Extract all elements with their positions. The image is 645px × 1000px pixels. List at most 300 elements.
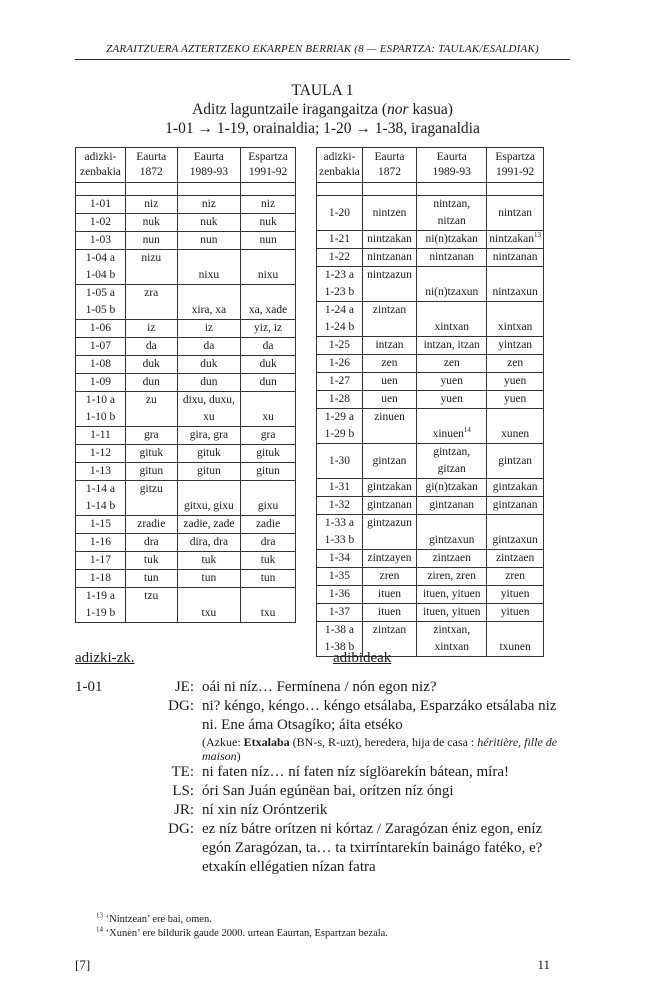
cell-c2 <box>417 391 487 409</box>
cell-c3 <box>487 373 544 391</box>
cell-stack <box>419 302 484 336</box>
table-row <box>76 516 296 534</box>
cell-id <box>76 196 126 214</box>
form-text: nintzen <box>372 206 407 219</box>
cell-c1 <box>362 409 416 444</box>
form-text: gra <box>143 429 159 441</box>
col-header-line: 1989-93 <box>432 166 471 178</box>
cell-c2 <box>177 285 241 320</box>
cell-stack <box>180 392 239 426</box>
cell-id <box>317 409 363 444</box>
cell-c2 <box>417 604 487 622</box>
cell-c1 <box>125 516 177 534</box>
form-text: iz <box>147 322 156 334</box>
cell-id <box>76 481 126 516</box>
form-text: zintzaen <box>432 552 471 564</box>
table-row <box>76 392 296 427</box>
cell-id <box>317 568 363 586</box>
form-text: ni(n)tzaxun <box>425 286 479 298</box>
example-number <box>75 820 150 877</box>
cell-c1 <box>362 568 416 586</box>
form-text: tun <box>143 572 159 584</box>
row-id: 1-22 <box>328 251 350 263</box>
cell-c2 <box>417 249 487 267</box>
col-header-c2 <box>177 148 241 183</box>
col-header-line: 1991-92 <box>495 166 535 178</box>
form-text: ni(n)tzakan <box>425 233 478 245</box>
cell-stack <box>243 588 293 622</box>
row-id-b: 1-05 b <box>85 304 116 316</box>
col-header-line: adizki- <box>84 151 117 163</box>
cell-c1 <box>125 285 177 320</box>
subtitle-text: Aditz laguntzaile iragangaitza ( <box>192 101 388 118</box>
form-value <box>489 284 541 301</box>
cell-c3 <box>241 570 296 588</box>
cell-c2 <box>417 622 487 657</box>
speaker-code: JR: <box>173 802 194 818</box>
form-1872: zra <box>144 287 159 299</box>
form-text: dra <box>143 536 159 548</box>
cell-c1 <box>125 232 177 250</box>
cell-c1 <box>125 196 177 214</box>
form-text: duk <box>259 358 277 370</box>
col-header-line: Eaurta <box>193 151 224 163</box>
table-row <box>76 214 296 232</box>
spacer-cell <box>177 183 241 196</box>
form-text: gra <box>260 429 276 441</box>
form-text: gintzanan <box>492 499 538 511</box>
form-text: zradie <box>137 518 166 530</box>
col-header-line: zenbakia <box>319 166 360 178</box>
cell-c3 <box>241 374 296 392</box>
cell-c2 <box>177 552 241 570</box>
form-text: duk <box>200 358 218 370</box>
form-1872: gintzazun <box>367 517 412 529</box>
row-id: 1-26 <box>328 357 350 369</box>
row-id-a: 1-29 a <box>324 411 354 423</box>
form-text: yituen <box>500 588 530 600</box>
form-text: nixu <box>257 269 279 281</box>
form-text: txu <box>260 607 276 619</box>
row-id: 1-34 <box>328 552 350 564</box>
form-text: dun <box>200 376 218 388</box>
form-text: dira, dra <box>189 536 229 548</box>
table-subtitle <box>0 100 645 119</box>
cell-id <box>76 356 126 374</box>
cell-c3 <box>241 445 296 463</box>
row-id: 1-21 <box>328 233 350 245</box>
row-id: 1-06 <box>89 322 111 334</box>
cell-c3 <box>241 250 296 285</box>
example-number <box>75 763 150 782</box>
cell-stack <box>180 481 239 515</box>
cell-stack <box>128 481 175 515</box>
note-headword: Etxalaba <box>243 735 290 749</box>
verb-table-present <box>75 147 296 623</box>
cell-id <box>76 392 126 427</box>
form-text: nun <box>142 234 160 246</box>
table-row <box>76 196 296 214</box>
footnote-text: ‘Nintzean’ ere bai, omen. <box>105 914 212 925</box>
cell-c1 <box>362 586 416 604</box>
col-header-c1 <box>362 148 416 183</box>
cell-c2 <box>417 196 487 231</box>
example-number <box>75 782 150 801</box>
cell-c1 <box>125 214 177 232</box>
utterance-text <box>202 678 575 697</box>
cell-stack <box>319 409 360 443</box>
form-text: tun <box>260 572 276 584</box>
form-text: zren <box>379 570 400 582</box>
row-id: 1-30 <box>328 454 350 467</box>
cell-c3 <box>241 196 296 214</box>
form-text: ituen, yituen <box>422 588 481 600</box>
col-header-line: 1991-92 <box>248 166 288 178</box>
row-id: 1-17 <box>89 554 111 566</box>
cell-c3 <box>487 391 544 409</box>
table-row <box>76 285 296 320</box>
cell-id <box>76 516 126 534</box>
cell-c2 <box>177 250 241 285</box>
form-value <box>489 639 541 656</box>
form-text: yuen <box>503 393 527 405</box>
cell-c2 <box>417 444 487 479</box>
form-text: ziren, zren <box>427 570 476 582</box>
form-text: nuk <box>142 216 160 228</box>
form-text: nintzan <box>498 206 533 219</box>
cell-c1 <box>362 373 416 391</box>
form-text: gintzan, gitzan <box>433 446 471 475</box>
row-id: 1-28 <box>328 393 350 405</box>
cell-c1 <box>125 463 177 481</box>
row-id-a: 1-10 a <box>85 394 115 406</box>
form-text: da <box>262 340 274 352</box>
section-head-examples: adibideak <box>333 650 392 666</box>
cell-id <box>76 445 126 463</box>
cell-c2 <box>177 374 241 392</box>
utterance-text <box>202 697 575 763</box>
cell-c1 <box>362 267 416 302</box>
table-row <box>317 479 544 497</box>
form-value <box>489 426 541 443</box>
row-id-a: 1-14 a <box>85 483 115 495</box>
table-row <box>317 586 544 604</box>
table-row <box>317 391 544 409</box>
col-header-line: Eaurta <box>136 151 167 163</box>
row-id: 1-15 <box>89 518 111 530</box>
footnotes <box>96 913 388 941</box>
spacer-cell <box>317 183 363 196</box>
row-id: 1-16 <box>89 536 111 548</box>
example-line <box>75 801 575 820</box>
row-id: 1-18 <box>89 572 111 584</box>
form-text: zen <box>443 357 460 369</box>
cell-stack <box>489 302 541 336</box>
form-text: intzan <box>375 339 404 351</box>
row-id-b: 1-23 b <box>324 286 355 298</box>
form-text: yuen <box>503 375 527 387</box>
utterance: oái ni níz… Fermínena / nón egon niz? <box>202 679 437 695</box>
form-value <box>419 532 484 549</box>
cell-id <box>317 444 363 479</box>
cell-stack <box>78 481 123 515</box>
utterance: ez níz bátre orítzen ni kórtaz / Zaragózan éniz egon, eníz egón Zaragózan, ta… ta txirríntarekín bainágo fatéko, e? etxakín ellégatien nízan fatra <box>202 821 543 875</box>
running-head: ZARAITZUERA AZTERTZEKO EKARPEN BERRIAK (8 — ESPARTZA: TAULAK/ESALDIAK) <box>106 43 539 55</box>
cell-stack <box>243 481 293 515</box>
table-title: TAULA 1 <box>291 82 354 99</box>
form-text: zen <box>507 357 524 369</box>
form-value <box>419 284 484 301</box>
form-text: gitun <box>256 465 280 477</box>
cell-stack <box>419 515 484 549</box>
row-id: 1-27 <box>328 375 350 387</box>
form-text: txunen <box>499 641 531 653</box>
cell-c1 <box>125 534 177 552</box>
speaker-code: DG: <box>168 698 194 714</box>
col-header-c1 <box>125 148 177 183</box>
cell-id <box>76 552 126 570</box>
cell-stack <box>78 588 123 622</box>
form-text: niz <box>144 198 159 210</box>
form-text: nuk <box>259 216 277 228</box>
cell-c1 <box>362 515 416 550</box>
cell-stack <box>365 515 414 549</box>
form-text: nun <box>259 234 277 246</box>
form-value <box>243 409 293 426</box>
cell-c2 <box>177 392 241 427</box>
form-1872: nintzazun <box>367 269 412 281</box>
verb-table-past <box>316 147 544 657</box>
cell-c3 <box>487 196 544 231</box>
row-id-b: 1-04 b <box>85 269 116 281</box>
example-number <box>75 801 150 820</box>
col-header-id <box>76 148 126 183</box>
form-text: gintzakan <box>492 481 538 493</box>
subtitle-text-end: kasua) <box>408 101 453 118</box>
form-text: gitun <box>197 465 221 477</box>
table-row <box>76 463 296 481</box>
form-text: iz <box>204 322 214 334</box>
form-text: xu <box>262 411 274 423</box>
cell-stack <box>243 250 293 284</box>
form-text: gituk <box>197 447 221 459</box>
utterance-text <box>202 801 575 820</box>
cell-id <box>317 249 363 267</box>
cell-id <box>76 534 126 552</box>
table-row <box>317 302 544 337</box>
cell-c3 <box>487 479 544 497</box>
col-header-c2 <box>417 148 487 183</box>
cell-c1 <box>125 445 177 463</box>
cell-c2 <box>417 231 487 249</box>
cell-c1 <box>125 320 177 338</box>
cell-c3 <box>241 481 296 516</box>
cell-id <box>317 302 363 337</box>
form-text: gi(n)tzakan <box>425 481 478 493</box>
cell-c1 <box>362 479 416 497</box>
col-header-id <box>317 148 363 183</box>
cell-c3 <box>487 444 544 479</box>
cell-c3 <box>241 463 296 481</box>
form-text: xintxan <box>497 321 533 333</box>
form-text: ituen <box>378 588 402 600</box>
cell-c2 <box>177 463 241 481</box>
cell-c2 <box>417 515 487 550</box>
form-text: gitun <box>139 465 164 477</box>
row-id: 1-08 <box>89 358 111 370</box>
footnote-number: 14 <box>96 925 103 934</box>
form-text: yuen <box>440 393 463 405</box>
cell-id <box>317 497 363 515</box>
note-text: ) <box>236 749 241 763</box>
col-header-line: 1872 <box>139 166 163 178</box>
table-row <box>76 445 296 463</box>
cell-id <box>317 373 363 391</box>
cell-c2 <box>417 479 487 497</box>
cell-id <box>317 479 363 497</box>
row-id-a: 1-23 a <box>324 269 354 281</box>
cell-c3 <box>487 337 544 355</box>
cell-id <box>317 604 363 622</box>
cell-stack <box>419 267 484 301</box>
row-id-a: 1-24 a <box>324 304 354 316</box>
form-value <box>419 319 484 336</box>
cell-c2 <box>417 550 487 568</box>
cell-stack <box>243 285 293 319</box>
form-text: yituen <box>500 606 530 618</box>
cell-c3 <box>487 302 544 337</box>
row-id: 1-20 <box>328 206 350 219</box>
cell-stack <box>128 588 175 622</box>
cell-c1 <box>125 552 177 570</box>
form-text: da <box>203 340 215 352</box>
cell-c2 <box>177 588 241 623</box>
cell-stack <box>489 267 541 301</box>
form-text: nixu <box>198 269 220 281</box>
form-text: uen <box>381 393 398 405</box>
cell-c1 <box>362 391 416 409</box>
row-id-a: 1-04 a <box>85 252 115 264</box>
cell-c1 <box>125 374 177 392</box>
col-header-line: Eaurta <box>436 151 467 163</box>
form-value <box>180 498 239 515</box>
cell-c3 <box>241 285 296 320</box>
footnote <box>96 927 388 941</box>
cell-c3 <box>487 249 544 267</box>
cell-c2 <box>417 373 487 391</box>
utterance: ní xin níz Oróntzerik <box>202 802 328 818</box>
cell-id <box>76 338 126 356</box>
cell-c2 <box>417 586 487 604</box>
cell-id <box>317 586 363 604</box>
cell-stack <box>180 285 239 319</box>
cell-id <box>76 285 126 320</box>
cell-c1 <box>362 604 416 622</box>
cell-c3 <box>487 355 544 373</box>
cell-id <box>76 427 126 445</box>
cell-id <box>76 374 126 392</box>
form-text: ituen, yituen <box>422 606 481 618</box>
table-row <box>76 320 296 338</box>
speaker-code: TE: <box>171 764 194 780</box>
cell-stack <box>180 250 239 284</box>
form-text: nintzakan <box>367 233 412 245</box>
form-text: tun <box>201 572 217 584</box>
cell-id <box>76 250 126 285</box>
row-id-a: 1-38 a <box>324 624 354 636</box>
row-id: 1-32 <box>328 499 350 511</box>
row-id-b: 1-33 b <box>324 534 355 546</box>
utterance-text <box>202 763 575 782</box>
row-id: 1-13 <box>89 465 111 477</box>
col-header-line: Espartza <box>248 151 288 163</box>
form-text: yuen <box>440 375 463 387</box>
row-id-b: 1-29 b <box>324 428 355 440</box>
table-row <box>317 515 544 550</box>
form-text: gituk <box>256 447 280 459</box>
row-id: 1-09 <box>89 376 111 388</box>
subtitle-emphasis: nor <box>387 101 409 118</box>
cell-c3 <box>487 409 544 444</box>
form-value <box>180 392 239 426</box>
form-text: gixu <box>257 500 279 512</box>
form-value <box>243 267 293 284</box>
cell-c3 <box>241 320 296 338</box>
cell-id <box>317 337 363 355</box>
utterance: ni faten níz… ní faten níz síglöarekín bátean, míra! <box>202 764 509 780</box>
cell-c2 <box>177 320 241 338</box>
form-text: zadie, zade <box>183 518 235 530</box>
example-number <box>75 697 150 763</box>
row-id: 1-36 <box>328 588 350 600</box>
table-row <box>76 570 296 588</box>
cell-c1 <box>125 392 177 427</box>
form-text: zintzayen <box>367 552 412 564</box>
form-text: dun <box>142 376 160 388</box>
table-row <box>76 427 296 445</box>
cell-c3 <box>487 586 544 604</box>
table-row <box>317 497 544 515</box>
col-header-line: zenbakia <box>80 166 121 178</box>
cell-c1 <box>362 196 416 231</box>
form-text: gintzanan <box>429 499 475 511</box>
table-row <box>317 355 544 373</box>
table-row <box>317 550 544 568</box>
cell-id <box>317 267 363 302</box>
row-id-a: 1-05 a <box>85 287 115 299</box>
form-text: uen <box>381 375 398 387</box>
row-id: 1-35 <box>328 570 350 582</box>
cell-c1 <box>362 302 416 337</box>
cell-c1 <box>362 550 416 568</box>
cell-stack <box>319 302 360 336</box>
col-header-line: Eaurta <box>374 151 405 163</box>
form-1872: tzu <box>144 590 159 602</box>
cell-c3 <box>487 568 544 586</box>
cell-c1 <box>362 249 416 267</box>
form-text: tuk <box>143 554 159 566</box>
cell-c3 <box>487 515 544 550</box>
cell-id <box>76 320 126 338</box>
cell-c3 <box>241 214 296 232</box>
cell-c1 <box>125 427 177 445</box>
col-header-line: Espartza <box>495 151 535 163</box>
form-1872: zinuen <box>374 411 405 423</box>
form-text: txu <box>201 607 217 619</box>
form-text: nuk <box>200 216 218 228</box>
col-header-line: 1989-93 <box>189 166 229 178</box>
form-text: dixu, duxu, xu <box>182 394 235 423</box>
